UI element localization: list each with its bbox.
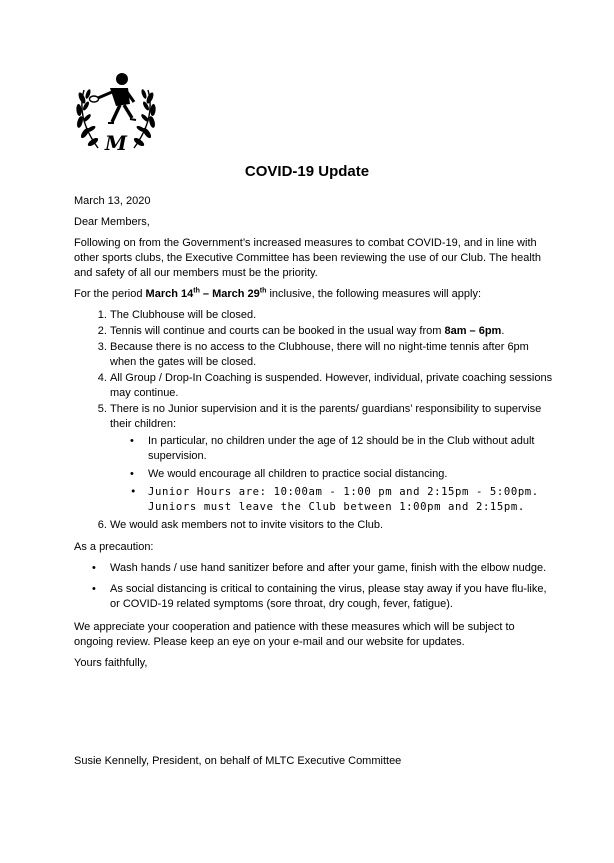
period-prefix: For the period [74,288,146,300]
tennis-player-icon [90,73,137,123]
laurel-left-icon [76,89,100,148]
letter-body [74,194,554,677]
measures-list [74,308,554,533]
page-title: COVID-19 Update [244,163,370,180]
precautions-list [74,561,554,612]
laurel-right-icon [133,89,157,148]
list-item: • In particular, no children under the age of 12 should be in the Club without adult supervision. [148,434,554,464]
list-item: 4. All Group / Drop-In Coaching is suspended. However, individual, private coaching sessions may continue. [110,371,554,401]
list-item: • We would encourage all children to practice social distancing. [148,467,554,482]
precaution-heading: As a precaution: [74,541,154,553]
period-start: March 14th – March 29th [145,287,267,300]
salutation: Dear Members, [74,216,150,228]
signature-line: Susie Kennelly, President, on behalf of MLTC Executive Committee [74,755,402,767]
letter-date: March 13, 2020 [74,195,151,207]
list-item: 3. Because there is no access to the Clubhouse, there will no night-time tennis after 6pm when the gates will be closed. [110,340,554,370]
logo-initial: M [104,131,128,155]
junior-sub-list [110,434,554,515]
list-item: 6. We would ask members not to invite visitors to the Club. [110,518,554,533]
period-suffix: inclusive, the following measures will apply: [266,288,482,300]
list-item: 1. The Clubhouse will be closed. [110,308,554,323]
list-item: 5. There is no Junior supervision and it is the parents/ guardians’ responsibility to supervise their children: • In particular, no children under the age of 12 should be in the Club without adult supervision. • We would encourage all children to practice social distancing. • Junior Hours are: 10:00am - 1:00 pm and 2:15pm - 5:00pm. Juniors must leave the Club between 1:00pm and 2:15pm. [110,402,554,515]
intro-paragraph: Following on from the Government’s increased measures to combat COVID-19, and in line with other sports clubs, the Executive Committee has been reviewing the use of our Club. The health and safety of all our members must be the priority. [74,237,541,279]
junior-hours-item: • Junior Hours are: 10:00am - 1:00 pm and 2:15pm - 5:00pm. Juniors must leave the Club between 1:00pm and 2:15pm. [148,485,554,515]
list-item: • Wash hands / use hand sanitizer before and after your game, finish with the elbow nudge. [110,561,554,576]
club-logo [72,68,160,156]
list-item: • As social distancing is critical to containing the virus, please stay away if you have flu-like, or COVID-19 related symptoms (sore throat, dry cough, fever, fatigue). [110,582,554,612]
period-paragraph [74,287,554,302]
closing-paragraph: We appreciate your cooperation and patience with these measures which will be subject to ongoing review. Please keep an eye on your e-mail and our website for updates. [74,621,515,648]
list-item: 2. Tennis will continue and courts can be booked in the usual way from 8am – 6pm. [110,324,554,339]
signoff: Yours faithfully, [74,657,148,669]
